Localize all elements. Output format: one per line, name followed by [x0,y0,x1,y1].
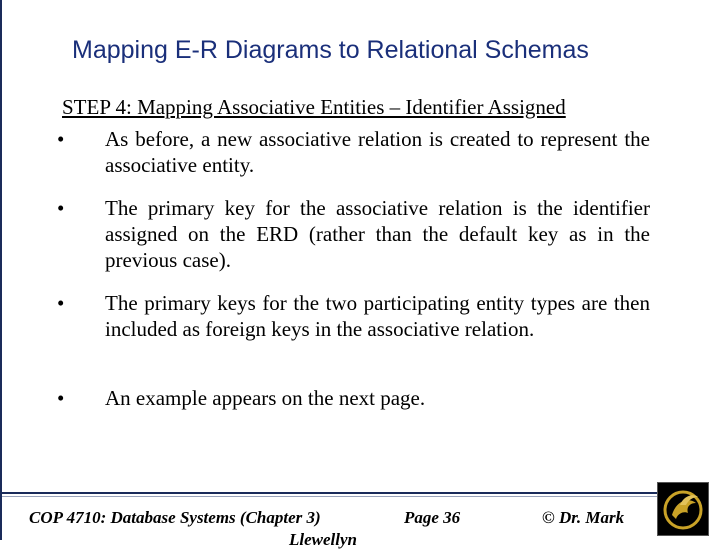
footer-divider-shadow [2,496,657,497]
bullet-icon: • [57,386,65,410]
bullet-text: As before, a new associative relation is created to represent the associative entity. [105,127,650,177]
bullet-icon: • [57,291,65,315]
footer-course: COP 4710: Database Systems (Chapter 3) [29,508,321,527]
bullet-text: The primary key for the associative relation is the identifier assigned on the ERD (rather than the default key as in the previous case). [105,196,650,272]
footer-copyright-overflow: Llewellyn [289,530,357,549]
slide-title: Mapping E-R Diagrams to Relational Schemas [72,36,589,64]
bullet-icon: • [57,196,65,220]
bullet-icon: • [57,127,65,151]
footer-copyright: © Dr. Mark [542,508,625,527]
bullet-text: An example appears on the next page. [105,386,426,410]
bullet-text: The primary keys for the two participating entity types are then included as foreign keys in the associative relation. [105,291,650,341]
footer-page-number: Page 36 [404,508,461,527]
ucf-pegasus-logo-icon [657,482,709,536]
step-heading: STEP 4: Mapping Associative Entities – Identifier Assigned [62,95,566,119]
footer-divider [2,492,657,494]
